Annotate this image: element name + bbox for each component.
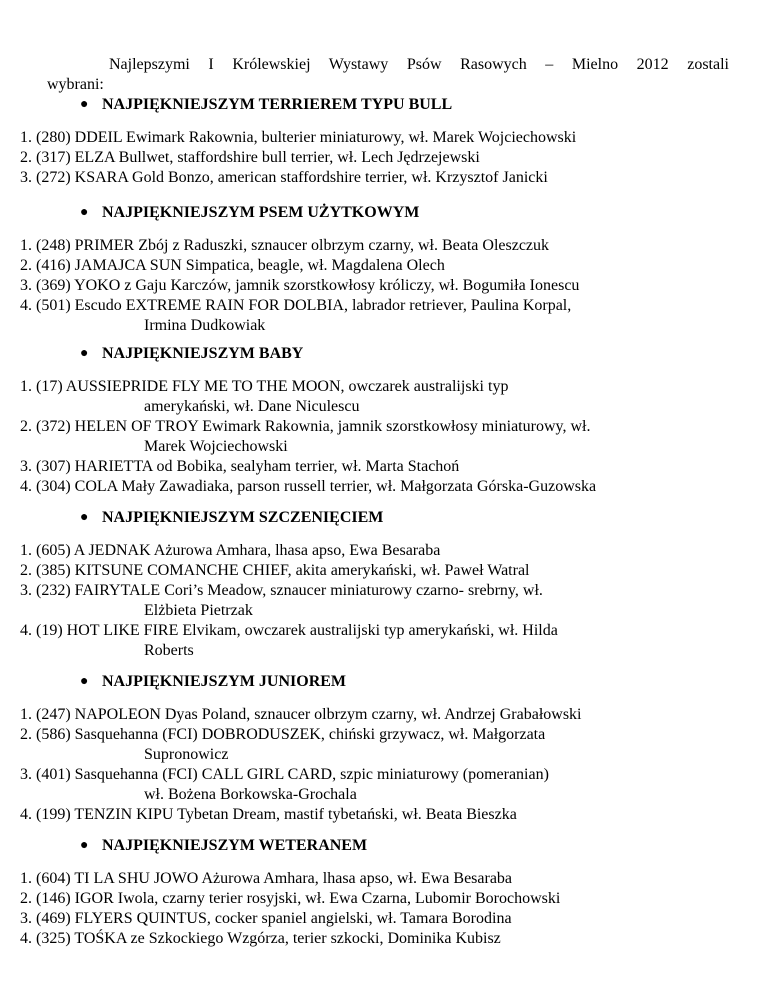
- item-text: (401) Sasquehanna (FCI) CALL GIRL CARD, szpic miniaturowy (pomeranian): [36, 766, 549, 783]
- list-item: [20, 909, 560, 929]
- item-number: 1.: [20, 378, 32, 395]
- item-text: (199) TENZIN KIPU Tybetan Dream, mastif tybetański, wł. Beata Bieszka: [36, 806, 517, 823]
- item-number: 3.: [20, 766, 32, 783]
- list-item: [20, 236, 579, 256]
- award-list: [20, 128, 576, 188]
- item-text: (248) PRIMER Zbój z Raduszki, sznaucer olbrzym czarny, wł. Beata Oleszczuk: [36, 237, 550, 254]
- item-continuation: Irmina Dudkowiak: [144, 317, 266, 334]
- list-item: [20, 561, 558, 581]
- item-continuation: Marek Wojciechowski: [144, 438, 288, 455]
- section-title: NAJPIĘKNIEJSZYM BABY: [102, 345, 304, 362]
- list-item: [20, 869, 560, 889]
- item-text: (604) TI LA SHU JOWO Ażurowa Amhara, lhasa apso, wł. Ewa Besaraba: [36, 870, 513, 887]
- bullet-icon: ●: [80, 674, 89, 689]
- item-continuation: amerykański, wł. Dane Niculescu: [144, 398, 360, 415]
- item-number: 2.: [20, 418, 32, 435]
- intro-line-1: Najlepszymi I Królewskiej Wystawy Psów Rasowych – Mielno 2012 zostali: [109, 56, 729, 73]
- item-text: (232) FAIRYTALE Cori’s Meadow, sznaucer miniaturowy czarno- srebrny, wł.: [36, 582, 543, 599]
- bullet-icon: ●: [80, 838, 89, 853]
- item-number: 3.: [20, 169, 32, 186]
- item-number: 1.: [20, 542, 32, 559]
- item-number: 3.: [20, 277, 32, 294]
- award-list: [20, 869, 560, 949]
- list-item: [20, 889, 560, 909]
- list-item: [20, 377, 596, 417]
- item-number: 2.: [20, 562, 32, 579]
- item-number: 2.: [20, 149, 32, 166]
- section-title: NAJPIĘKNIEJSZYM PSEM UŻYTKOWYM: [102, 204, 420, 221]
- bullet-icon: ●: [80, 97, 89, 112]
- item-number: 2.: [20, 726, 32, 743]
- list-item: [20, 805, 581, 825]
- item-text: (280) DDEIL Ewimark Rakownia, bulterier miniaturowy, wł. Marek Wojciechowski: [36, 129, 577, 146]
- award-list: [20, 236, 579, 336]
- item-number: 1.: [20, 129, 32, 146]
- item-text: (17) AUSSIEPRIDE FLY ME TO THE MOON, owczarek australijski typ: [36, 378, 509, 395]
- award-list: [20, 377, 596, 497]
- item-continuation: Roberts: [144, 642, 194, 659]
- item-text: (247) NAPOLEON Dyas Poland, sznaucer olbrzym czarny, wł. Andrzej Grabałowski: [36, 706, 582, 723]
- item-number: 2.: [20, 257, 32, 274]
- item-continuation: Elżbieta Pietrzak: [144, 602, 253, 619]
- list-item: [20, 929, 560, 949]
- list-item: [20, 457, 596, 477]
- section-title: NAJPIĘKNIEJSZYM SZCZENIĘCIEM: [102, 509, 384, 526]
- section-title: NAJPIĘKNIEJSZYM WETERANEM: [102, 837, 368, 854]
- list-item: [20, 725, 581, 765]
- item-continuation: wł. Bożena Borkowska-Grochala: [144, 786, 357, 803]
- item-number: 4.: [20, 622, 32, 639]
- list-item: [20, 705, 581, 725]
- award-list: [20, 705, 581, 825]
- item-number: 4.: [20, 806, 32, 823]
- intro-paragraph: [47, 55, 729, 95]
- item-text: (372) HELEN OF TROY Ewimark Rakownia, jamnik szorstkowłosy miniaturowy, wł.: [36, 418, 591, 435]
- list-item: [20, 581, 558, 621]
- item-text: (469) FLYERS QUINTUS, cocker spaniel angielski, wł. Tamara Borodina: [36, 910, 512, 927]
- item-text: (416) JAMAJCA SUN Simpatica, beagle, wł. Magdalena Olech: [36, 257, 445, 274]
- list-item: [20, 417, 596, 457]
- item-number: 4.: [20, 930, 32, 947]
- list-item: [20, 276, 579, 296]
- intro-line-2: wybrani:: [47, 76, 104, 93]
- item-text: (272) KSARA Gold Bonzo, american staffordshire terrier, wł. Krzysztof Janicki: [36, 169, 548, 186]
- list-item: [20, 541, 558, 561]
- item-number: 3.: [20, 910, 32, 927]
- section-title: NAJPIĘKNIEJSZYM JUNIOREM: [102, 673, 347, 690]
- list-item: [20, 621, 558, 661]
- item-text: (501) Escudo EXTREME RAIN FOR DOLBIA, labrador retriever, Paulina Korpal,: [36, 297, 572, 314]
- item-text: (19) HOT LIKE FIRE Elvikam, owczarek australijski typ amerykański, wł. Hilda: [36, 622, 558, 639]
- item-number: 2.: [20, 890, 32, 907]
- list-item: [20, 256, 579, 276]
- list-item: [20, 477, 596, 497]
- item-number: 1.: [20, 237, 32, 254]
- item-number: 1.: [20, 870, 32, 887]
- list-item: [20, 296, 579, 336]
- item-text: (605) A JEDNAK Ażurowa Amhara, lhasa apso, Ewa Besaraba: [36, 542, 441, 559]
- item-text: (304) COLA Mały Zawadiaka, parson russell terrier, wł. Małgorzata Górska-Guzowska: [36, 478, 597, 495]
- bullet-icon: ●: [80, 346, 89, 361]
- list-item: [20, 148, 576, 168]
- section-title: NAJPIĘKNIEJSZYM TERRIEREM TYPU BULL: [102, 96, 453, 113]
- list-item: [20, 128, 576, 148]
- list-item: [20, 168, 576, 188]
- item-text: (307) HARIETTA od Bobika, sealyham terrier, wł. Marta Stachoń: [36, 458, 460, 475]
- list-item: [20, 765, 581, 805]
- bullet-icon: ●: [80, 205, 89, 220]
- item-text: (146) IGOR Iwola, czarny terier rosyjski, wł. Ewa Czarna, Lubomir Borochowski: [36, 890, 561, 907]
- item-text: (385) KITSUNE COMANCHE CHIEF, akita amerykański, wł. Paweł Watral: [36, 562, 530, 579]
- item-continuation: Supronowicz: [144, 746, 229, 763]
- item-number: 1.: [20, 706, 32, 723]
- bullet-icon: ●: [80, 510, 89, 525]
- item-number: 4.: [20, 478, 32, 495]
- item-number: 3.: [20, 458, 32, 475]
- item-text: (317) ELZA Bullwet, staffordshire bull terrier, wł. Lech Jędrzejewski: [36, 149, 480, 166]
- item-number: 4.: [20, 297, 32, 314]
- item-text: (325) TOŚKA ze Szkockiego Wzgórza, terier szkocki, Dominika Kubisz: [36, 930, 501, 947]
- item-text: (586) Sasquehanna (FCI) DOBRODUSZEK, chiński grzywacz, wł. Małgorzata: [36, 726, 546, 743]
- item-number: 3.: [20, 582, 32, 599]
- item-text: (369) YOKO z Gaju Karczów, jamnik szorstkowłosy króliczy, wł. Bogumiła Ionescu: [36, 277, 580, 294]
- award-list: [20, 541, 558, 661]
